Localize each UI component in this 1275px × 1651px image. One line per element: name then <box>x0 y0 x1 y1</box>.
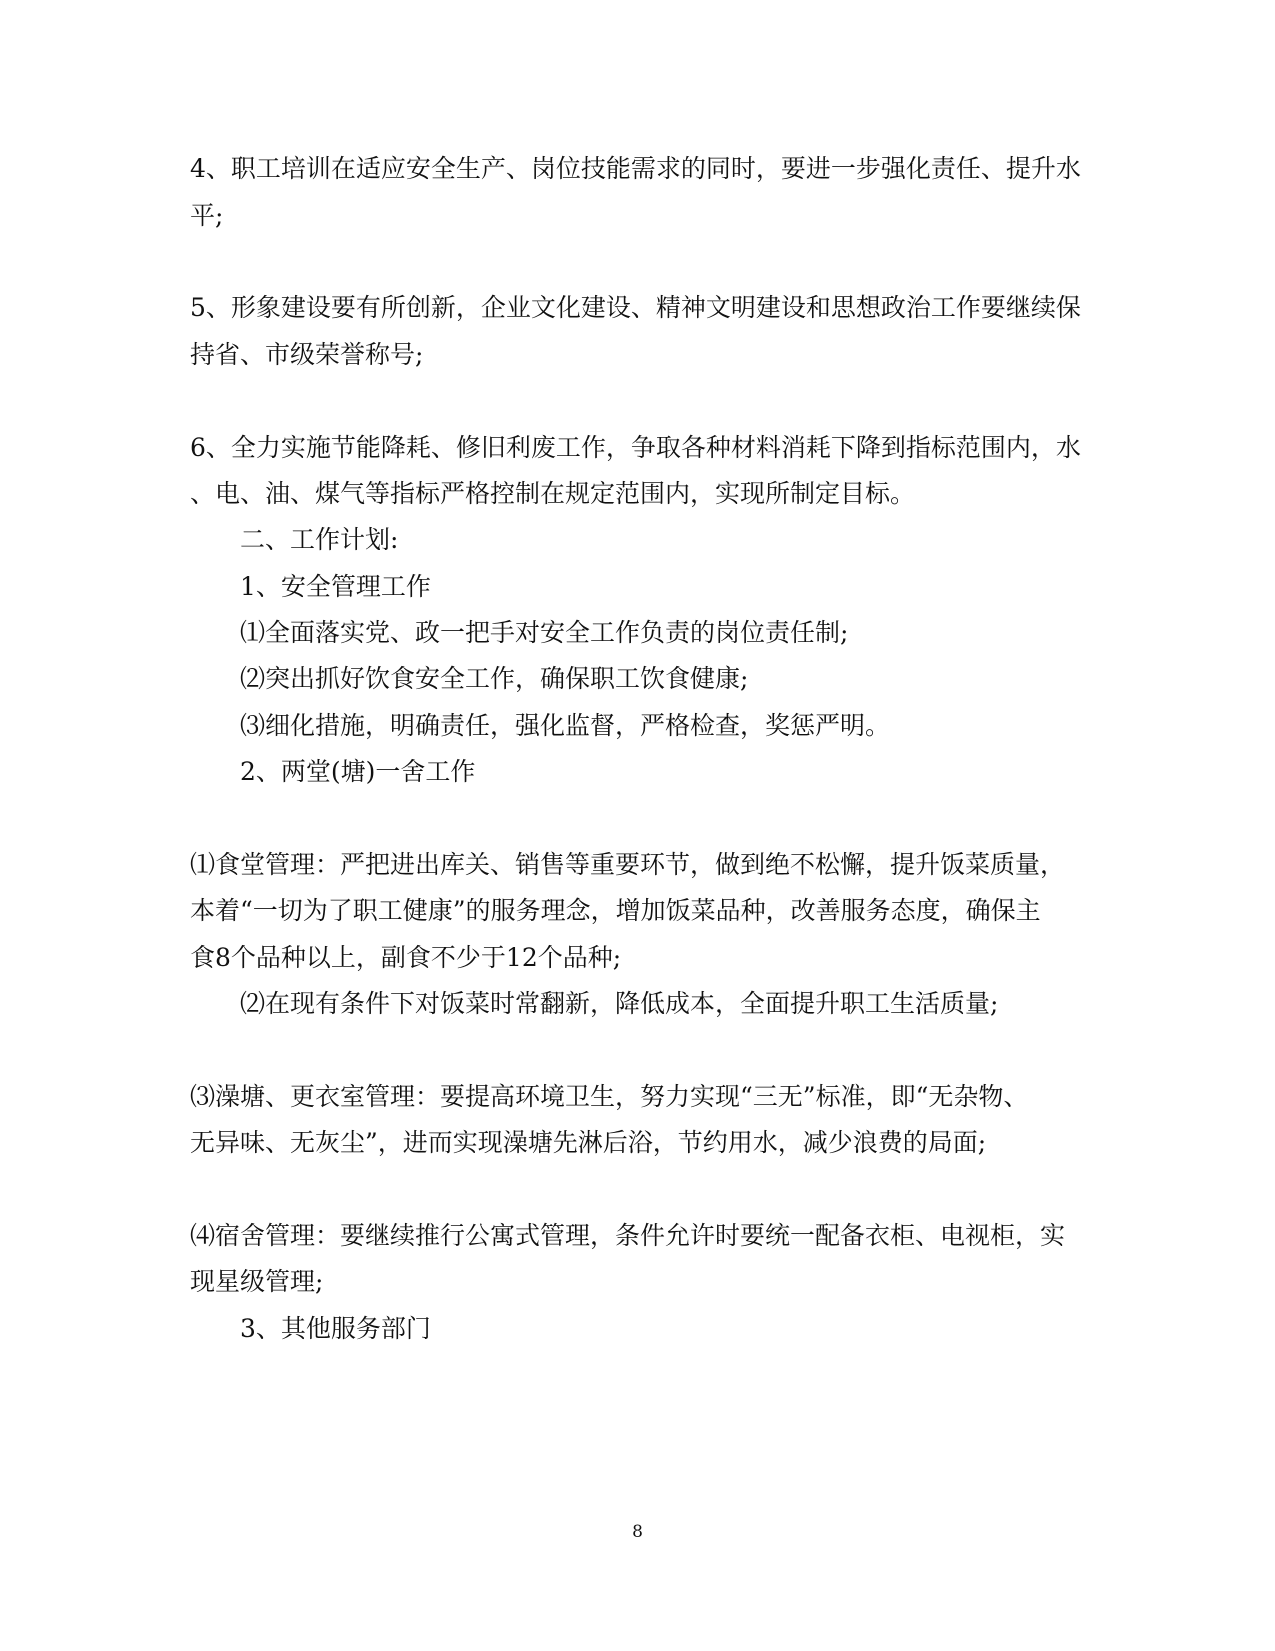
item-2-1-line-1: ⑴食堂管理：严把进出库关、销售等重要环节，做到绝不松懈，提升饭菜质量， <box>190 850 1066 879</box>
item-2-1-line-3: 食8个品种以上，副食不少于12个品种; <box>190 943 622 972</box>
paragraph-5-line-1: 5、形象建设要有所创新，企业文化建设、精神文明建设和思想政治工作要继续保 <box>190 293 1081 322</box>
paragraph-5-line-2: 持省、市级荣誉称号; <box>190 340 424 369</box>
paragraph-6-line-1: 6、全力实施节能降耗、修旧利废工作，争取各种材料消耗下降到指标范围内，水 <box>190 433 1081 462</box>
item-2-4-line-2: 现星级管理; <box>190 1267 324 1296</box>
paragraph-6-line-2: 、电、油、煤气等指标严格控制在规定范围内，实现所制定目标。 <box>190 479 916 508</box>
item-2-4-line-1: ⑷宿舍管理：要继续推行公寓式管理，条件允许时要统一配备衣柜、电视柜，实 <box>190 1221 1066 1250</box>
page-number: 8 <box>632 1522 643 1542</box>
item-2-3-line-2: 无异味、无灰尘”，进而实现澡塘先淋后浴，节约用水，减少浪费的局面; <box>190 1128 987 1157</box>
item-2-3-line-1: ⑶澡塘、更衣室管理：要提高环境卫生，努力实现“三无”标准，即“无杂物、 <box>190 1082 1029 1111</box>
item-1-1: ⑴全面落实党、政一把手对安全工作负责的岗位责任制; <box>240 618 849 647</box>
item-2-1-line-2: 本着“一切为了职工健康”的服务理念，增加饭菜品种，改善服务态度，确保主 <box>190 896 1041 925</box>
item-2-heading: 2、两堂(塘)一舍工作 <box>240 757 476 786</box>
item-2-2: ⑵在现有条件下对饭菜时常翻新，降低成本，全面提升职工生活质量; <box>240 989 999 1018</box>
item-1-heading: 1、安全管理工作 <box>240 572 431 601</box>
item-1-2: ⑵突出抓好饮食安全工作，确保职工饮食健康; <box>240 664 749 693</box>
item-3-heading: 3、其他服务部门 <box>240 1314 431 1343</box>
paragraph-4-line-2: 平; <box>190 201 224 230</box>
section-2-heading: 二、工作计划: <box>240 525 399 554</box>
item-1-3: ⑶细化措施，明确责任，强化监督，严格检查，奖惩严明。 <box>240 711 891 740</box>
paragraph-4-line-1: 4、职工培训在适应安全生产、岗位技能需求的同时，要进一步强化责任、提升水 <box>190 154 1081 183</box>
